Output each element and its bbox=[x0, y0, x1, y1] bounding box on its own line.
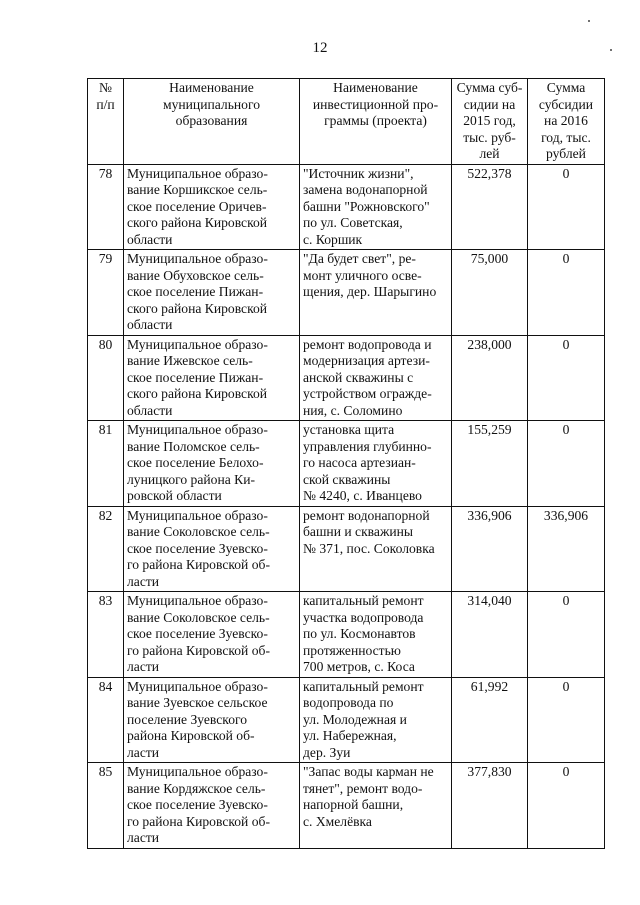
header-municipality: Наименование муниципального образования bbox=[124, 79, 300, 165]
row-num: 84 bbox=[88, 677, 124, 763]
row-sum-2015: 336,906 bbox=[452, 506, 528, 592]
row-program: капитальный ремонт участка водопровода по ул. Космонавтов протяженностью 700 метров, с. Коса bbox=[300, 592, 452, 678]
row-municipality: Муниципальное образо- вание Кордяжское сель- ское поселение Зуевско- го района Кировской об- ласти bbox=[124, 763, 300, 849]
row-num: 82 bbox=[88, 506, 124, 592]
row-program: ремонт водопровода и модернизация артези- анской скважины с устройством огражде- ния, с. Соломино bbox=[300, 335, 452, 421]
scan-speck bbox=[610, 49, 612, 51]
table-header-row bbox=[88, 79, 605, 165]
row-sum-2016: 0 bbox=[528, 164, 605, 250]
row-municipality: Муниципальное образо- вание Коршикское сель- ское поселение Оричев- ского района Кировской области bbox=[124, 164, 300, 250]
header-sum-2015: Сумма суб- сидии на 2015 год, тыс. руб- лей bbox=[452, 79, 528, 165]
header-sum-2016: Сумма субсидии на 2016 год, тыс. рублей bbox=[528, 79, 605, 165]
subsidy-table bbox=[87, 78, 605, 849]
header-num: № п/п bbox=[88, 79, 124, 165]
row-sum-2015: 155,259 bbox=[452, 421, 528, 507]
row-sum-2016: 0 bbox=[528, 763, 605, 849]
row-num: 80 bbox=[88, 335, 124, 421]
table-row bbox=[88, 763, 605, 849]
row-program: установка щита управления глубинно- го насоса артезиан- ской скважины № 4240, с. Иванцево bbox=[300, 421, 452, 507]
row-municipality: Муниципальное образо- вание Ижевское сель- ское поселение Пижан- ского района Кировской области bbox=[124, 335, 300, 421]
row-num: 78 bbox=[88, 164, 124, 250]
row-sum-2015: 377,830 bbox=[452, 763, 528, 849]
row-num: 79 bbox=[88, 250, 124, 336]
table-row bbox=[88, 592, 605, 678]
row-num: 83 bbox=[88, 592, 124, 678]
scan-speck bbox=[588, 20, 590, 22]
row-num: 81 bbox=[88, 421, 124, 507]
table-row bbox=[88, 250, 605, 336]
row-sum-2016: 336,906 bbox=[528, 506, 605, 592]
page-number: 12 bbox=[312, 40, 328, 56]
row-sum-2016: 0 bbox=[528, 335, 605, 421]
row-municipality: Муниципальное образо- вание Поломское сель- ское поселение Белохо- луницкого района Ки- ровской области bbox=[124, 421, 300, 507]
header-program: Наименование инвестиционной про- граммы (проекта) bbox=[300, 79, 452, 165]
row-num: 85 bbox=[88, 763, 124, 849]
row-sum-2015: 522,378 bbox=[452, 164, 528, 250]
row-program: "Источник жизни", замена водонапорной башни "Рожновского" по ул. Советская, с. Коршик bbox=[300, 164, 452, 250]
row-municipality: Муниципальное образо- вание Соколовское сель- ское поселение Зуевско- го района Кировской об- ласти bbox=[124, 592, 300, 678]
table-row bbox=[88, 677, 605, 763]
row-program: ремонт водонапорной башни и скважины № 371, пос. Соколовка bbox=[300, 506, 452, 592]
row-sum-2015: 238,000 bbox=[452, 335, 528, 421]
row-sum-2016: 0 bbox=[528, 421, 605, 507]
table-row bbox=[88, 335, 605, 421]
table-row bbox=[88, 421, 605, 507]
row-program: "Запас воды карман не тянет", ремонт водо- напорной башни, с. Хмелёвка bbox=[300, 763, 452, 849]
row-sum-2016: 0 bbox=[528, 592, 605, 678]
row-sum-2015: 61,992 bbox=[452, 677, 528, 763]
row-program: капитальный ремонт водопровода по ул. Молодежная и ул. Набережная, дер. Зуи bbox=[300, 677, 452, 763]
row-municipality: Муниципальное образо- вание Соколовское сель- ское поселение Зуевско- го района Кировской об- ласти bbox=[124, 506, 300, 592]
row-municipality: Муниципальное образо- вание Зуевское сельское поселение Зуевского района Кировской об- ласти bbox=[124, 677, 300, 763]
row-sum-2016: 0 bbox=[528, 250, 605, 336]
row-program: "Да будет свет", ре- монт уличного осве- щения, дер. Шарыгино bbox=[300, 250, 452, 336]
row-sum-2016: 0 bbox=[528, 677, 605, 763]
table-row bbox=[88, 164, 605, 250]
row-sum-2015: 314,040 bbox=[452, 592, 528, 678]
row-sum-2015: 75,000 bbox=[452, 250, 528, 336]
table-row bbox=[88, 506, 605, 592]
row-municipality: Муниципальное образо- вание Обуховское сель- ское поселение Пижан- ского района Кировской области bbox=[124, 250, 300, 336]
